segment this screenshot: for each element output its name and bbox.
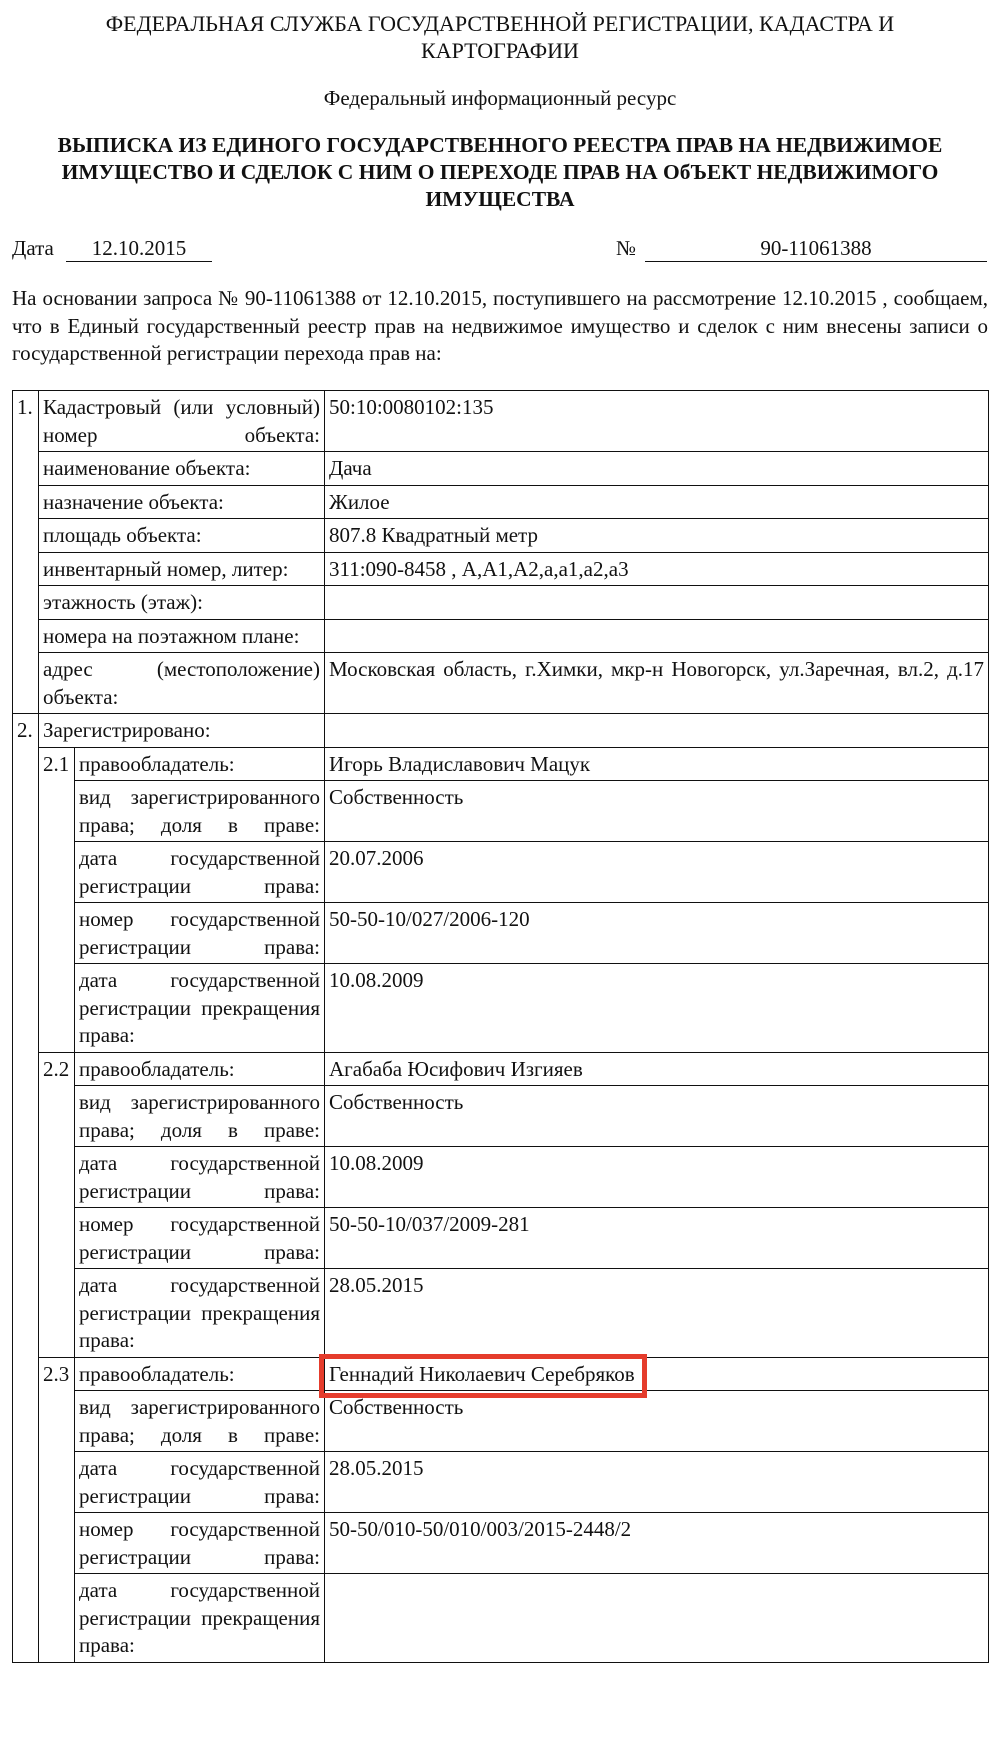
table-row (13, 842, 989, 903)
table-row (13, 747, 989, 781)
section-number: 1. (13, 391, 39, 714)
registration-number-label: номер государственной регистрации права: (75, 903, 325, 964)
termination-date-value (325, 1574, 989, 1663)
holder-name: Игорь Владиславович Мацук (325, 747, 989, 781)
object-area-label: площадь объекта: (39, 519, 325, 553)
table-row (13, 964, 989, 1053)
table-row (13, 586, 989, 620)
table-row (13, 519, 989, 553)
floors-label: этажность (этаж): (39, 586, 325, 620)
table-row (13, 653, 989, 714)
registration-number-value: 50-50/010-50/010/003/2015-2448/2 (325, 1513, 989, 1574)
inventory-number-value: 311:090-8458 , А,А1,А2,а,а1,а2,а3 (325, 552, 989, 586)
table-row (13, 391, 989, 452)
floor-plan-numbers-value (325, 619, 989, 653)
cadastral-number-value: 50:10:0080102:135 (325, 391, 989, 452)
object-area-value: 807.8 Квадратный метр (325, 519, 989, 553)
table-row (13, 1269, 989, 1358)
date-number-row (0, 234, 1000, 264)
table-row (13, 1452, 989, 1513)
holder-number: 2.2 (39, 1052, 75, 1357)
object-purpose-value: Жилое (325, 485, 989, 519)
cadastral-number-label: Кадастровый (или условный) номер объекта: (39, 391, 325, 452)
date-label: Дата (12, 236, 54, 260)
right-type-value: Собственность (325, 781, 989, 842)
holder-label: правообладатель: (75, 1357, 325, 1391)
termination-date-label: дата государственной регистрации прекращения права: (75, 1269, 325, 1358)
object-name-label: наименование объекта: (39, 452, 325, 486)
highlighted-holder-name: Геннадий Николаевич Серебряков (329, 1361, 635, 1389)
registration-date-value: 20.07.2006 (325, 842, 989, 903)
table-row (13, 1391, 989, 1452)
table-row (13, 1574, 989, 1663)
holder-name: Агабаба Юсифович Изгияев (325, 1052, 989, 1086)
holder-number: 2.3 (39, 1357, 75, 1662)
registered-value (325, 714, 989, 748)
registration-date-value: 10.08.2009 (325, 1147, 989, 1208)
table-row (13, 552, 989, 586)
termination-date-label: дата государственной регистрации прекращения права: (75, 1574, 325, 1663)
right-type-label: вид зарегистрированного права; доля в праве: (75, 1391, 325, 1452)
table-row (13, 1357, 989, 1391)
address-label: адрес (местоположение) объекта: (39, 653, 325, 714)
holder-name-cell (325, 1357, 989, 1391)
registration-number-label: номер государственной регистрации права: (75, 1513, 325, 1574)
object-name-value: Дача (325, 452, 989, 486)
holder-label: правообладатель: (75, 747, 325, 781)
table-row (13, 714, 989, 748)
resource-subtitle: Федеральный информационный ресурс (323, 86, 677, 110)
right-type-value: Собственность (325, 1391, 989, 1452)
document-title: ВЫПИСКА ИЗ ЕДИНОГО ГОСУДАРСТВЕННОГО РЕЕСТРА ПРАВ НА НЕДВИЖИМОЕ ИМУЩЕСТВО И СДЕЛОК С НИМ О ПЕРЕХОДЕ ПРАВ НА ОбЪЕКТ НЕДВИЖИМОГО ИМУЩЕСТВА (57, 133, 943, 211)
registration-date-label: дата государственной регистрации права: (75, 1452, 325, 1513)
table-row (13, 903, 989, 964)
registration-date-label: дата государственной регистрации права: (75, 842, 325, 903)
extract-table (12, 390, 989, 1663)
intro-paragraph: На основании запроса № 90-11061388 от 12.10.2015, поступившего на рассмотрение 12.10.2015 , сообщаем, что в Единый государственный реестр прав на недвижимое имущество и сделок с ним внесены записи о государственной регистрации перехода прав на: (12, 286, 988, 365)
table-row (13, 1208, 989, 1269)
number-label: № (616, 236, 637, 260)
registration-number-label: номер государственной регистрации права: (75, 1208, 325, 1269)
table-row (13, 781, 989, 842)
floors-value (325, 586, 989, 620)
termination-date-value: 28.05.2015 (325, 1269, 989, 1358)
agency-name: ФЕДЕРАЛЬНАЯ СЛУЖБА ГОСУДАРСТВЕННОЙ РЕГИСТРАЦИИ, КАДАСТРА И КАРТОГРАФИИ (105, 11, 895, 63)
registration-date-label: дата государственной регистрации права: (75, 1147, 325, 1208)
table-row (13, 485, 989, 519)
table-row (13, 452, 989, 486)
floor-plan-numbers-label: номера на поэтажном плане: (39, 619, 325, 653)
number-value: 90-11061388 (645, 236, 987, 262)
right-type-label: вид зарегистрированного права; доля в праве: (75, 1086, 325, 1147)
registration-date-value: 28.05.2015 (325, 1452, 989, 1513)
table-row (13, 1147, 989, 1208)
object-purpose-label: назначение объекта: (39, 485, 325, 519)
registration-number-value: 50-50-10/027/2006-120 (325, 903, 989, 964)
inventory-number-label: инвентарный номер, литер: (39, 552, 325, 586)
holder-label: правообладатель: (75, 1052, 325, 1086)
section-number: 2. (13, 714, 39, 1663)
right-type-label: вид зарегистрированного права; доля в праве: (75, 781, 325, 842)
right-type-value: Собственность (325, 1086, 989, 1147)
table-row (13, 1513, 989, 1574)
table-row (13, 1052, 989, 1086)
table-row (13, 619, 989, 653)
termination-date-label: дата государственной регистрации прекращения права: (75, 964, 325, 1053)
date-value: 12.10.2015 (66, 236, 212, 262)
registered-label: Зарегистрировано: (39, 714, 325, 748)
termination-date-value: 10.08.2009 (325, 964, 989, 1053)
address-value: Московская область, г.Химки, мкр-н Новогорск, ул.Заречная, вл.2, д.17 (325, 653, 989, 714)
table-row (13, 1086, 989, 1147)
holder-number: 2.1 (39, 747, 75, 1052)
registration-number-value: 50-50-10/037/2009-281 (325, 1208, 989, 1269)
